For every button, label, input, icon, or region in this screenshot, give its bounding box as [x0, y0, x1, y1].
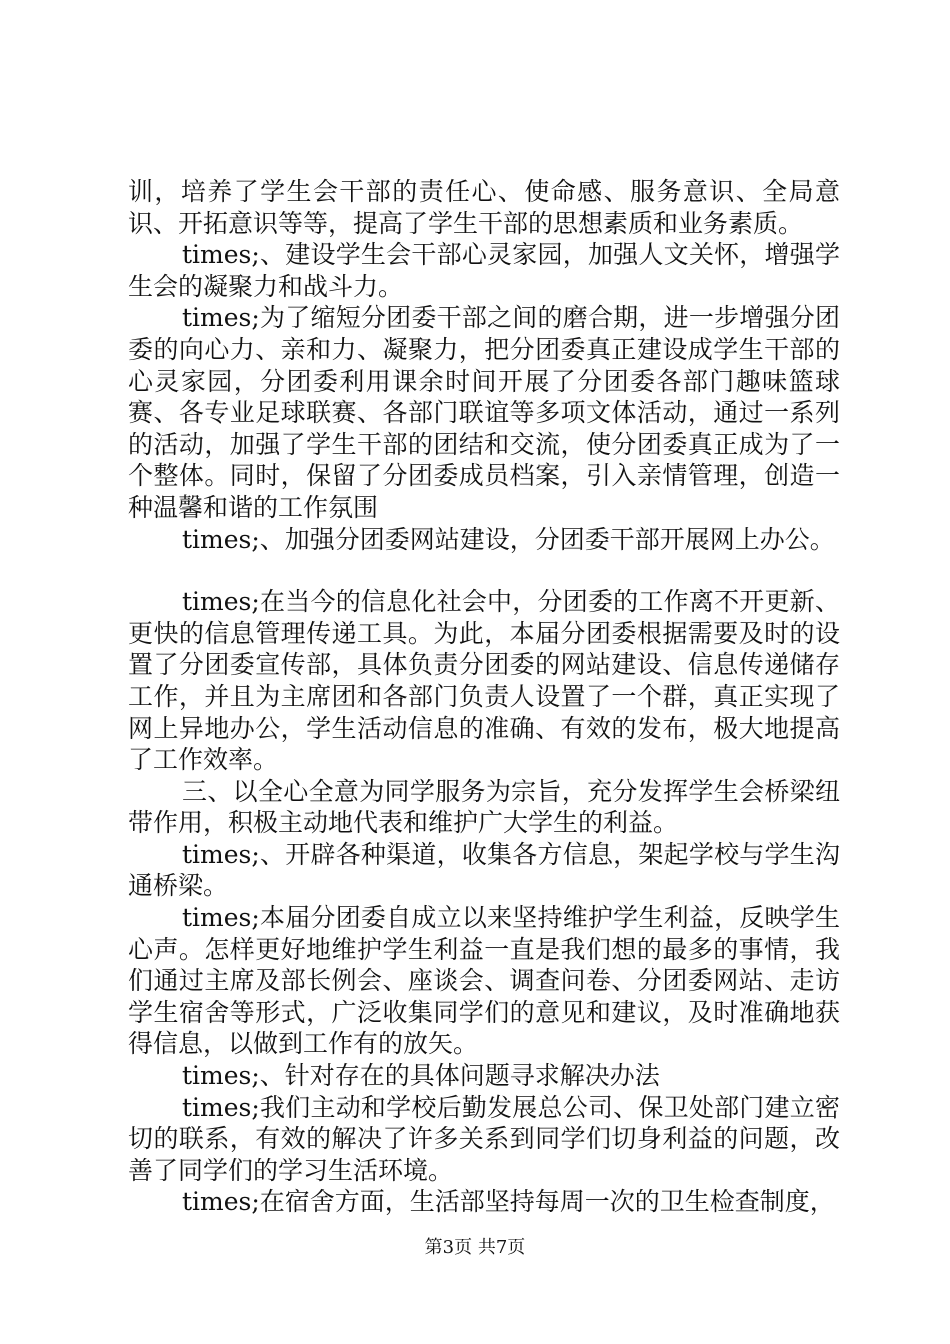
paragraph-3: times;为了缩短分团委干部之间的磨合期，进一步增强分团委的向心力、亲和力、凝聚力，把分团委真正建设成学生干部的心灵家园，分团委利用课余时间开展了分团委各部门趣味篮球赛、各专业足球联赛、各部门联谊等多项文体活动，通过一系列的活动，加强了学生干部的团结和交流，使分团委真正成为了一个整体。同时，保留了分团委成员档案，引入亲情管理，创造一种温馨和谐的工作氛围: [128, 303, 840, 522]
paragraph-11: times;在宿舍方面，生活部坚持每周一次的卫生检查制度，: [182, 1187, 835, 1217]
paragraph-1: 训，培养了学生会干部的责任心、使命感、服务意识、全局意识、开拓意识等等，提高了学生干部的思想素质和业务素质。: [128, 177, 840, 238]
paragraph-10: times;我们主动和学校后勤发展总公司、保卫处部门建立密切的联系，有效的解决了许多关系到同学们切身利益的问题，改善了同学们的学习生活环境。: [128, 1092, 840, 1185]
document-body: [128, 176, 840, 1218]
paragraph-9: times;、针对存在的具体问题寻求解决办法: [182, 1061, 660, 1091]
paragraph-7: times;、开辟各种渠道，收集各方信息，架起学校与学生沟通桥梁。: [128, 839, 840, 901]
paragraph-6: 三、以全心全意为同学服务为宗旨，充分发挥学生会桥梁纽带作用，积极主动地代表和维护广大学生的利益。: [128, 776, 840, 838]
paragraph-2: times;、建设学生会干部心灵家园，加强人文关怀，增强学生会的凝聚力和战斗力。: [128, 240, 840, 301]
paragraph-4: times;、加强分团委网站建设，分团委干部开展网上办公。: [182, 524, 835, 554]
page-footer: 第3页 共7页: [424, 1237, 526, 1258]
paragraph-8: times;本届分团委自成立以来坚持维护学生利益，反映学生心声。怎样更好地维护学生利益一直是我们想的最多的事情，我们通过主席及部长例会、座谈会、调查问卷、分团委网站、走访学生宿舍等形式，广泛收集同学们的意见和建议，及时准确地获得信息，以做到工作有的放矢。: [128, 903, 840, 1059]
paragraph-5: times;在当今的信息化社会中，分团委的工作离不开更新、更快的信息管理传递工具。为此，本届分团委根据需要及时的设置了分团委宣传部，具体负责分团委的网站建设、信息传递储存工作，并且为主席团和各部门负责人设置了一个群，真正实现了网上异地办公，学生活动信息的准确、有效的发布，极大地提高了工作效率。: [128, 587, 840, 775]
